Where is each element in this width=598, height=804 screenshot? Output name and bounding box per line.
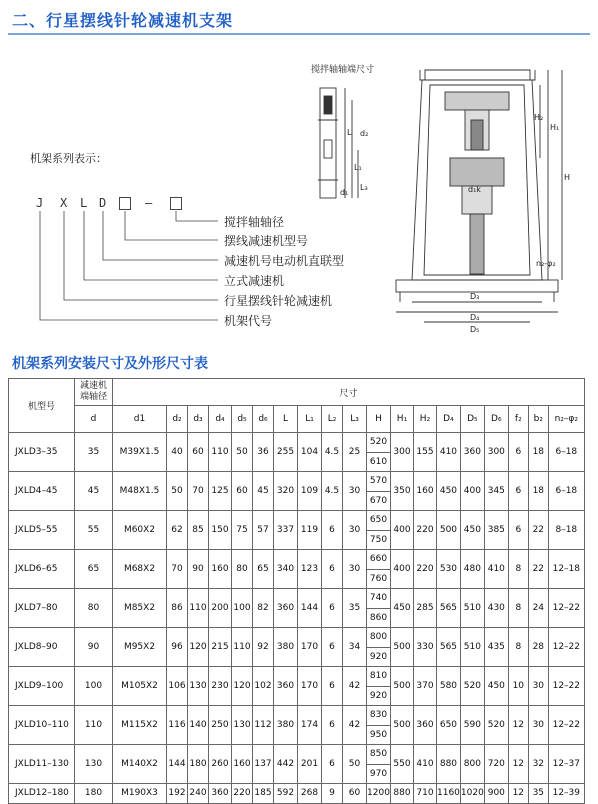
table-cell: 106 bbox=[167, 667, 188, 706]
table-cell: 174 bbox=[298, 706, 322, 745]
table-cell: 50 bbox=[167, 472, 188, 511]
table-row bbox=[9, 511, 585, 531]
table-row bbox=[9, 472, 585, 492]
table-cell: 850 bbox=[367, 745, 391, 765]
table-cell: 442 bbox=[274, 745, 298, 784]
table-cell: 435 bbox=[484, 628, 508, 667]
table-cell: 450 bbox=[484, 667, 508, 706]
code-letter-l: L bbox=[80, 196, 88, 210]
table-cell: 102 bbox=[253, 667, 274, 706]
table-cell: 970 bbox=[367, 764, 391, 784]
table-cell: 42 bbox=[343, 706, 367, 745]
table-cell: 340 bbox=[274, 550, 298, 589]
table-cell: 144 bbox=[298, 589, 322, 628]
table-cell: 6 bbox=[322, 550, 343, 589]
table-cell: 30 bbox=[343, 472, 367, 511]
table-cell: 385 bbox=[484, 511, 508, 550]
col-header: b₂ bbox=[528, 406, 548, 433]
table-cell: 592 bbox=[274, 784, 298, 804]
table-cell: 950 bbox=[367, 725, 391, 745]
table-cell: 28 bbox=[528, 628, 548, 667]
table-cell: 45 bbox=[75, 472, 113, 511]
table-cell: 155 bbox=[414, 433, 437, 472]
table-cell: 800 bbox=[367, 628, 391, 648]
table-cell: 96 bbox=[167, 628, 188, 667]
table-cell: M140X2 bbox=[113, 745, 167, 784]
table-cell: 110 bbox=[232, 628, 253, 667]
table-cell: 6–18 bbox=[548, 433, 584, 472]
col-header: D₅ bbox=[460, 406, 484, 433]
dimension-table bbox=[8, 378, 585, 804]
table-cell: 9 bbox=[322, 784, 343, 804]
legend-shaft-dia: 搅拌轴轴径 bbox=[224, 215, 285, 229]
table-cell: 123 bbox=[298, 550, 322, 589]
table-cell: 82 bbox=[253, 589, 274, 628]
table-cell: 250 bbox=[209, 706, 232, 745]
table-cell: 12–22 bbox=[548, 667, 584, 706]
table-cell: 1200 bbox=[367, 784, 391, 804]
table-cell: 400 bbox=[391, 550, 414, 589]
table-cell: 85 bbox=[188, 511, 209, 550]
table-cell: 12–22 bbox=[548, 706, 584, 745]
table-cell: 260 bbox=[209, 745, 232, 784]
frame-drawing bbox=[300, 40, 598, 350]
table-cell: 90 bbox=[75, 628, 113, 667]
table-cell: 137 bbox=[253, 745, 274, 784]
table-cell: 330 bbox=[414, 628, 437, 667]
table-cell: 130 bbox=[75, 745, 113, 784]
table-cell: 22 bbox=[528, 511, 548, 550]
table-cell: 510 bbox=[460, 628, 484, 667]
table-cell: 92 bbox=[253, 628, 274, 667]
col-header: H₁ bbox=[391, 406, 414, 433]
col-header: H₂ bbox=[414, 406, 437, 433]
table-cell: 900 bbox=[484, 784, 508, 804]
table-cell: M60X2 bbox=[113, 511, 167, 550]
table-cell: 12–39 bbox=[548, 784, 584, 804]
table-cell: 300 bbox=[391, 433, 414, 472]
table-row bbox=[9, 433, 585, 453]
col-header: d1 bbox=[113, 406, 167, 433]
dim-h1: H₁ bbox=[550, 123, 560, 132]
legend-vertical-reducer: 立式减速机 bbox=[224, 274, 285, 288]
table-cell: M190X3 bbox=[113, 784, 167, 804]
table-cell: 810 bbox=[367, 667, 391, 687]
table-cell: 6 bbox=[322, 628, 343, 667]
table-cell: 720 bbox=[484, 745, 508, 784]
table-cell: 740 bbox=[367, 589, 391, 609]
col-header: L₃ bbox=[343, 406, 367, 433]
table-cell: 500 bbox=[437, 511, 461, 550]
table-cell: JXLD7–80 bbox=[9, 589, 75, 628]
dim-n: n₂-φ₂ bbox=[536, 259, 556, 268]
page-title: 二、行星摆线针轮减速机支架 bbox=[12, 11, 234, 30]
table-cell: 268 bbox=[298, 784, 322, 804]
table-cell: M105X2 bbox=[113, 667, 167, 706]
table-cell: 360 bbox=[209, 784, 232, 804]
table-cell: 360 bbox=[274, 589, 298, 628]
table-cell: 610 bbox=[367, 452, 391, 472]
table-cell: 565 bbox=[437, 589, 461, 628]
table-row bbox=[9, 589, 585, 609]
table-cell: 500 bbox=[391, 706, 414, 745]
col-header: d₆ bbox=[253, 406, 274, 433]
table-cell: 590 bbox=[460, 706, 484, 745]
table-row bbox=[9, 745, 585, 765]
table-cell: 12 bbox=[508, 745, 528, 784]
table-cell: 750 bbox=[367, 530, 391, 550]
table-cell: 6 bbox=[322, 706, 343, 745]
table-cell: 380 bbox=[274, 706, 298, 745]
dim-d3: D₃ bbox=[470, 292, 480, 301]
table-cell: 500 bbox=[391, 667, 414, 706]
col-header: d₄ bbox=[209, 406, 232, 433]
table-cell: 6 bbox=[322, 589, 343, 628]
table-cell: 201 bbox=[298, 745, 322, 784]
table-cell: 8 bbox=[508, 550, 528, 589]
col-header: f₂ bbox=[508, 406, 528, 433]
table-cell: 22 bbox=[528, 550, 548, 589]
table-cell: 410 bbox=[484, 550, 508, 589]
col-header: L₁ bbox=[298, 406, 322, 433]
code-letter-x: X bbox=[60, 196, 68, 210]
table-cell: 710 bbox=[414, 784, 437, 804]
table-cell: JXLD10–110 bbox=[9, 706, 75, 745]
table-cell: 1160 bbox=[437, 784, 461, 804]
table-cell: 337 bbox=[274, 511, 298, 550]
dim-d5: D₅ bbox=[470, 325, 480, 334]
table-cell: 880 bbox=[437, 745, 461, 784]
table-cell: 760 bbox=[367, 569, 391, 589]
table-cell: 285 bbox=[414, 589, 437, 628]
table-row bbox=[9, 628, 585, 648]
legend-direct-motor: 减速机号电动机直联型 bbox=[224, 254, 345, 268]
table-cell: 70 bbox=[167, 550, 188, 589]
table-cell: 65 bbox=[253, 550, 274, 589]
table-cell: 510 bbox=[460, 589, 484, 628]
table-cell: 65 bbox=[75, 550, 113, 589]
col-header: D₆ bbox=[484, 406, 508, 433]
table-cell: 12–37 bbox=[548, 745, 584, 784]
table-cell: M115X2 bbox=[113, 706, 167, 745]
table-cell: 30 bbox=[528, 667, 548, 706]
table-cell: 200 bbox=[209, 589, 232, 628]
table-cell: M48X1.5 bbox=[113, 472, 167, 511]
table-cell: 650 bbox=[437, 706, 461, 745]
table-cell: 255 bbox=[274, 433, 298, 472]
table-cell: 30 bbox=[343, 550, 367, 589]
table-cell: 112 bbox=[253, 706, 274, 745]
header-model: 机型号 bbox=[9, 379, 75, 433]
table-cell: 360 bbox=[274, 667, 298, 706]
table-cell: 70 bbox=[188, 472, 209, 511]
table-cell: M95X2 bbox=[113, 628, 167, 667]
table-cell: 300 bbox=[484, 433, 508, 472]
table-cell: 6 bbox=[508, 472, 528, 511]
table-cell: 450 bbox=[437, 472, 461, 511]
dim-l1: L₁ bbox=[354, 163, 362, 172]
col-header: d₃ bbox=[188, 406, 209, 433]
table-cell: 185 bbox=[253, 784, 274, 804]
table-cell: 35 bbox=[528, 784, 548, 804]
table-title: 机架系列安装尺寸及外形尺寸表 bbox=[12, 356, 208, 372]
table-cell: 380 bbox=[274, 628, 298, 667]
table-cell: JXLD6–65 bbox=[9, 550, 75, 589]
table-cell: 130 bbox=[188, 667, 209, 706]
table-cell: 120 bbox=[188, 628, 209, 667]
table-cell: 860 bbox=[367, 608, 391, 628]
table-cell: 6 bbox=[322, 745, 343, 784]
col-header: L bbox=[274, 406, 298, 433]
table-cell: 35 bbox=[343, 589, 367, 628]
table-cell: 140 bbox=[188, 706, 209, 745]
table-cell: 6–18 bbox=[548, 472, 584, 511]
col-header: d₂ bbox=[167, 406, 188, 433]
table-cell: JXLD8–90 bbox=[9, 628, 75, 667]
table-cell: 530 bbox=[437, 550, 461, 589]
dim-l3: L₃ bbox=[360, 183, 368, 192]
table-cell: 400 bbox=[391, 511, 414, 550]
table-cell: 90 bbox=[188, 550, 209, 589]
table-cell: 480 bbox=[460, 550, 484, 589]
table-cell: 565 bbox=[437, 628, 461, 667]
table-cell: 800 bbox=[460, 745, 484, 784]
table-cell: 450 bbox=[460, 511, 484, 550]
table-cell: M68X2 bbox=[113, 550, 167, 589]
table-cell: 60 bbox=[232, 472, 253, 511]
table-cell: 104 bbox=[298, 433, 322, 472]
table-cell: 215 bbox=[209, 628, 232, 667]
table-cell: 110 bbox=[188, 589, 209, 628]
dim-h: H bbox=[564, 173, 571, 182]
table-cell: JXLD9–100 bbox=[9, 667, 75, 706]
shaft-end-title: 搅拌轴轴端尺寸 bbox=[311, 65, 375, 75]
table-cell: 32 bbox=[528, 745, 548, 784]
table-row bbox=[9, 784, 585, 804]
table-cell: 520 bbox=[460, 667, 484, 706]
table-cell: 100 bbox=[232, 589, 253, 628]
table-cell: 60 bbox=[343, 784, 367, 804]
table-cell: 320 bbox=[274, 472, 298, 511]
table-cell: 192 bbox=[167, 784, 188, 804]
table-cell: 116 bbox=[167, 706, 188, 745]
table-cell: 86 bbox=[167, 589, 188, 628]
table-cell: 18 bbox=[528, 433, 548, 472]
table-cell: 360 bbox=[414, 706, 437, 745]
table-cell: 120 bbox=[232, 667, 253, 706]
dim-d1k: d₁k bbox=[468, 185, 481, 194]
table-cell: 12–22 bbox=[548, 628, 584, 667]
table-cell: 4.5 bbox=[322, 472, 343, 511]
table-cell: 880 bbox=[391, 784, 414, 804]
table-cell: 670 bbox=[367, 491, 391, 511]
table-cell: 30 bbox=[343, 511, 367, 550]
table-cell: 920 bbox=[367, 647, 391, 667]
table-cell: 1020 bbox=[460, 784, 484, 804]
col-header: d₅ bbox=[232, 406, 253, 433]
table-cell: JXLD4–45 bbox=[9, 472, 75, 511]
table-cell: 430 bbox=[484, 589, 508, 628]
dim-d2: d₂ bbox=[360, 129, 369, 138]
table-cell: 8–18 bbox=[548, 511, 584, 550]
table-cell: 500 bbox=[391, 628, 414, 667]
table-cell: 12–22 bbox=[548, 589, 584, 628]
header-size: 尺寸 bbox=[113, 379, 585, 406]
table-cell: 350 bbox=[391, 472, 414, 511]
col-header: L₂ bbox=[322, 406, 343, 433]
table-cell: 40 bbox=[167, 433, 188, 472]
table-cell: 119 bbox=[298, 511, 322, 550]
table-cell: 6 bbox=[508, 433, 528, 472]
table-cell: 345 bbox=[484, 472, 508, 511]
table-cell: 80 bbox=[232, 550, 253, 589]
table-cell: 160 bbox=[209, 550, 232, 589]
col-header: n₂–φ₂ bbox=[548, 406, 584, 433]
table-cell: 100 bbox=[75, 667, 113, 706]
table-cell: 410 bbox=[414, 745, 437, 784]
table-cell: 650 bbox=[367, 511, 391, 531]
dim-d4: D₄ bbox=[470, 313, 480, 322]
table-cell: 180 bbox=[188, 745, 209, 784]
table-cell: 30 bbox=[528, 706, 548, 745]
table-cell: 55 bbox=[75, 511, 113, 550]
table-cell: 6 bbox=[322, 667, 343, 706]
table-cell: 35 bbox=[75, 433, 113, 472]
table-cell: 160 bbox=[414, 472, 437, 511]
col-header: H bbox=[367, 406, 391, 433]
table-cell: 6 bbox=[508, 511, 528, 550]
table-cell: 75 bbox=[232, 511, 253, 550]
table-cell: 450 bbox=[391, 589, 414, 628]
table-cell: 12 bbox=[508, 706, 528, 745]
legend-frame-code: 机架代号 bbox=[224, 314, 273, 328]
table-cell: 42 bbox=[343, 667, 367, 706]
table-cell: 60 bbox=[188, 433, 209, 472]
table-cell: JXLD12–180 bbox=[9, 784, 75, 804]
table-cell: 109 bbox=[298, 472, 322, 511]
code-letter-j: J bbox=[36, 196, 44, 210]
code-dash: – bbox=[145, 196, 153, 210]
table-cell: M85X2 bbox=[113, 589, 167, 628]
table-cell: 580 bbox=[437, 667, 461, 706]
legend-reducer-model: 摆线减速机型号 bbox=[224, 234, 309, 248]
table-cell: 370 bbox=[414, 667, 437, 706]
table-row bbox=[9, 550, 585, 570]
dim-d1: d₁ bbox=[340, 188, 349, 197]
table-cell: 400 bbox=[460, 472, 484, 511]
table-cell: 110 bbox=[209, 433, 232, 472]
table-cell: 220 bbox=[414, 511, 437, 550]
table-cell: 130 bbox=[232, 706, 253, 745]
table-cell: 170 bbox=[298, 667, 322, 706]
col-header: D₄ bbox=[437, 406, 461, 433]
table-cell: 80 bbox=[75, 589, 113, 628]
table-cell: 144 bbox=[167, 745, 188, 784]
table-cell: 520 bbox=[484, 706, 508, 745]
dim-l: L bbox=[347, 128, 352, 137]
table-cell: 8 bbox=[508, 589, 528, 628]
header-shaft: 减速机 端轴径 bbox=[75, 379, 113, 406]
table-cell: 920 bbox=[367, 686, 391, 706]
table-cell: 160 bbox=[232, 745, 253, 784]
table-cell: 660 bbox=[367, 550, 391, 570]
table-row bbox=[9, 706, 585, 726]
table-cell: 50 bbox=[232, 433, 253, 472]
table-cell: 520 bbox=[367, 433, 391, 453]
table-cell: 10 bbox=[508, 667, 528, 706]
table-cell: 34 bbox=[343, 628, 367, 667]
legend-planetary-reducer: 行星摆线针轮减速机 bbox=[224, 294, 333, 308]
table-cell: 125 bbox=[209, 472, 232, 511]
table-cell: 240 bbox=[188, 784, 209, 804]
table-cell: 360 bbox=[460, 433, 484, 472]
table-cell: 170 bbox=[298, 628, 322, 667]
table-cell: 62 bbox=[167, 511, 188, 550]
table-cell: 50 bbox=[343, 745, 367, 784]
table-cell: 570 bbox=[367, 472, 391, 492]
table-cell: 24 bbox=[528, 589, 548, 628]
table-cell: JXLD5–55 bbox=[9, 511, 75, 550]
table-cell: 57 bbox=[253, 511, 274, 550]
series-label: 机架系列表示： bbox=[30, 152, 107, 165]
table-cell: 220 bbox=[232, 784, 253, 804]
table-cell: 12 bbox=[508, 784, 528, 804]
table-cell: 6 bbox=[322, 511, 343, 550]
table-cell: 12–18 bbox=[548, 550, 584, 589]
table-cell: 36 bbox=[253, 433, 274, 472]
table-cell: 220 bbox=[414, 550, 437, 589]
dim-h2: H₂ bbox=[534, 113, 544, 122]
table-cell: M39X1.5 bbox=[113, 433, 167, 472]
table-cell: 180 bbox=[75, 784, 113, 804]
code-letter-d: D bbox=[99, 196, 107, 210]
table-cell: 25 bbox=[343, 433, 367, 472]
col-header: d bbox=[75, 406, 113, 433]
table-cell: 8 bbox=[508, 628, 528, 667]
table-cell: 45 bbox=[253, 472, 274, 511]
table-cell: JXLD11–130 bbox=[9, 745, 75, 784]
table-cell: 410 bbox=[437, 433, 461, 472]
table-cell: 550 bbox=[391, 745, 414, 784]
table-row bbox=[9, 667, 585, 687]
table-cell: 830 bbox=[367, 706, 391, 726]
table-cell: 110 bbox=[75, 706, 113, 745]
table-cell: JXLD3–35 bbox=[9, 433, 75, 472]
table-cell: 150 bbox=[209, 511, 232, 550]
table-cell: 4.5 bbox=[322, 433, 343, 472]
table-cell: 230 bbox=[209, 667, 232, 706]
table-cell: 18 bbox=[528, 472, 548, 511]
